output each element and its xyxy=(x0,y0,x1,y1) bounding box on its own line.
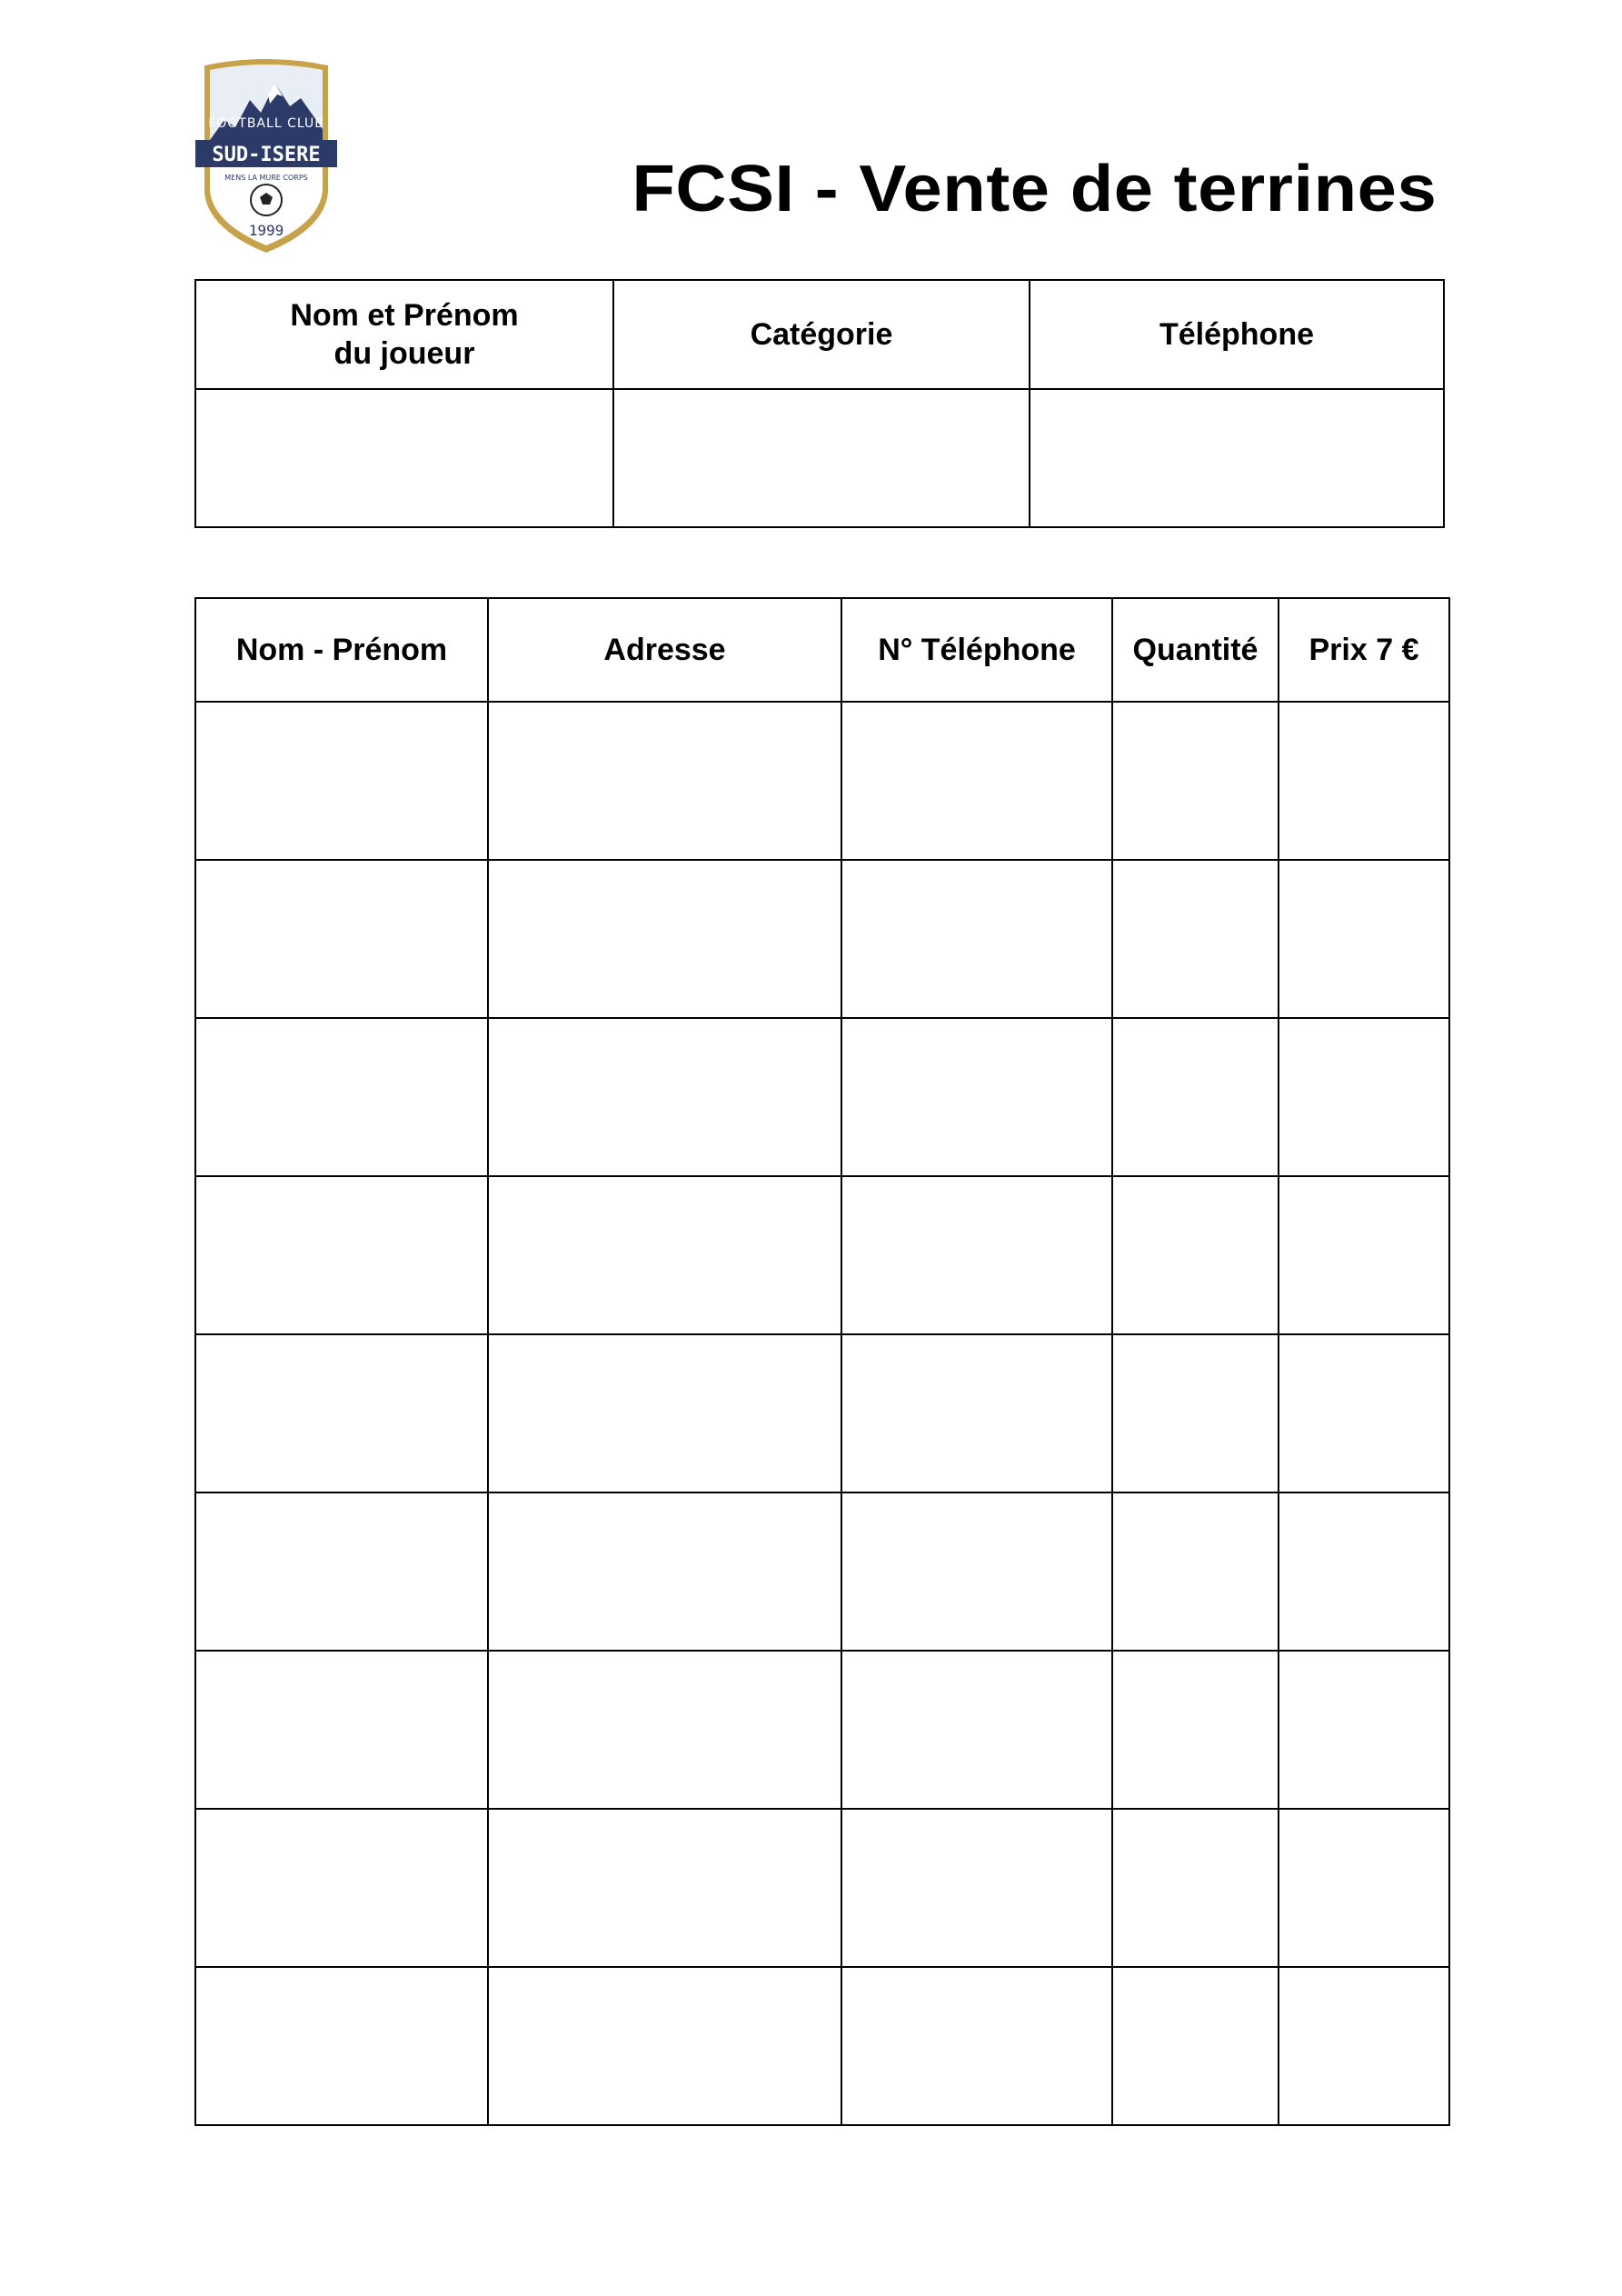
quantity-cell[interactable] xyxy=(1112,1809,1279,1967)
phone-number-cell[interactable] xyxy=(841,1492,1112,1651)
address-cell[interactable] xyxy=(488,860,841,1018)
table-row xyxy=(195,860,1449,1018)
name-cell[interactable] xyxy=(195,702,488,860)
svg-text:SUD-ISERE: SUD-ISERE xyxy=(212,144,321,166)
address-cell[interactable] xyxy=(488,1334,841,1492)
phone-number-cell[interactable] xyxy=(841,1018,1112,1176)
phone-number-cell[interactable] xyxy=(841,860,1112,1018)
table-row xyxy=(195,702,1449,860)
price-cell[interactable] xyxy=(1279,1492,1449,1651)
header-phone-number: N° Téléphone xyxy=(841,598,1112,702)
phone-number-cell[interactable] xyxy=(841,1334,1112,1492)
phone-number-cell[interactable] xyxy=(841,1809,1112,1967)
name-cell[interactable] xyxy=(195,860,488,1018)
table-row xyxy=(195,1809,1449,1967)
quantity-cell[interactable] xyxy=(1112,1334,1279,1492)
page-title: FCSI - Vente de terrines xyxy=(632,153,1437,225)
table-row xyxy=(195,1651,1449,1809)
header-category: Catégorie xyxy=(613,280,1030,389)
table-header-row xyxy=(195,598,1449,702)
player-info-table xyxy=(194,279,1445,528)
address-cell[interactable] xyxy=(488,1967,841,2125)
header-quantity: Quantité xyxy=(1112,598,1279,702)
quantity-cell[interactable] xyxy=(1112,1176,1279,1334)
quantity-cell[interactable] xyxy=(1112,1492,1279,1651)
name-cell[interactable] xyxy=(195,1018,488,1176)
address-cell[interactable] xyxy=(488,1809,841,1967)
category-cell[interactable] xyxy=(613,389,1030,527)
name-cell[interactable] xyxy=(195,1176,488,1334)
quantity-cell[interactable] xyxy=(1112,702,1279,860)
price-cell[interactable] xyxy=(1279,1334,1449,1492)
price-cell[interactable] xyxy=(1279,702,1449,860)
table-header-row xyxy=(195,280,1444,389)
svg-text:FOOTBALL CLUB: FOOTBALL CLUB xyxy=(208,116,324,131)
phone-number-cell[interactable] xyxy=(841,1651,1112,1809)
address-cell[interactable] xyxy=(488,1492,841,1651)
quantity-cell[interactable] xyxy=(1112,1967,1279,2125)
name-cell[interactable] xyxy=(195,1809,488,1967)
table-row xyxy=(195,1967,1449,2125)
header-price: Prix 7 € xyxy=(1279,598,1449,702)
name-cell[interactable] xyxy=(195,1492,488,1651)
table-row xyxy=(195,1018,1449,1176)
quantity-cell[interactable] xyxy=(1112,1018,1279,1176)
name-cell[interactable] xyxy=(195,1651,488,1809)
phone-number-cell[interactable] xyxy=(841,1967,1112,2125)
header-name: Nom - Prénom xyxy=(195,598,488,702)
address-cell[interactable] xyxy=(488,1018,841,1176)
price-cell[interactable] xyxy=(1279,1651,1449,1809)
price-cell[interactable] xyxy=(1279,1967,1449,2125)
name-cell[interactable] xyxy=(195,1967,488,2125)
table-row xyxy=(195,1176,1449,1334)
table-row xyxy=(195,1334,1449,1492)
sales-table xyxy=(194,597,1450,2126)
name-cell[interactable] xyxy=(195,1334,488,1492)
phone-number-cell[interactable] xyxy=(841,1176,1112,1334)
price-cell[interactable] xyxy=(1279,1018,1449,1176)
club-logo xyxy=(188,56,344,256)
phone-number-cell[interactable] xyxy=(841,702,1112,860)
sales-table-body xyxy=(195,702,1449,2125)
table-row xyxy=(195,389,1444,527)
header-address: Adresse xyxy=(488,598,841,702)
price-cell[interactable] xyxy=(1279,860,1449,1018)
club-crest-icon xyxy=(188,56,344,256)
header-player-name: Nom et Prénom du joueur xyxy=(195,280,613,389)
phone-cell[interactable] xyxy=(1030,389,1444,527)
player-name-cell[interactable] xyxy=(195,389,613,527)
quantity-cell[interactable] xyxy=(1112,860,1279,1018)
svg-text:MENS LA MURE CORPS: MENS LA MURE CORPS xyxy=(224,174,308,182)
price-cell[interactable] xyxy=(1279,1176,1449,1334)
quantity-cell[interactable] xyxy=(1112,1651,1279,1809)
address-cell[interactable] xyxy=(488,702,841,860)
svg-text:1999: 1999 xyxy=(248,222,284,239)
address-cell[interactable] xyxy=(488,1176,841,1334)
header-phone: Téléphone xyxy=(1030,280,1444,389)
table-row xyxy=(195,1492,1449,1651)
price-cell[interactable] xyxy=(1279,1809,1449,1967)
address-cell[interactable] xyxy=(488,1651,841,1809)
